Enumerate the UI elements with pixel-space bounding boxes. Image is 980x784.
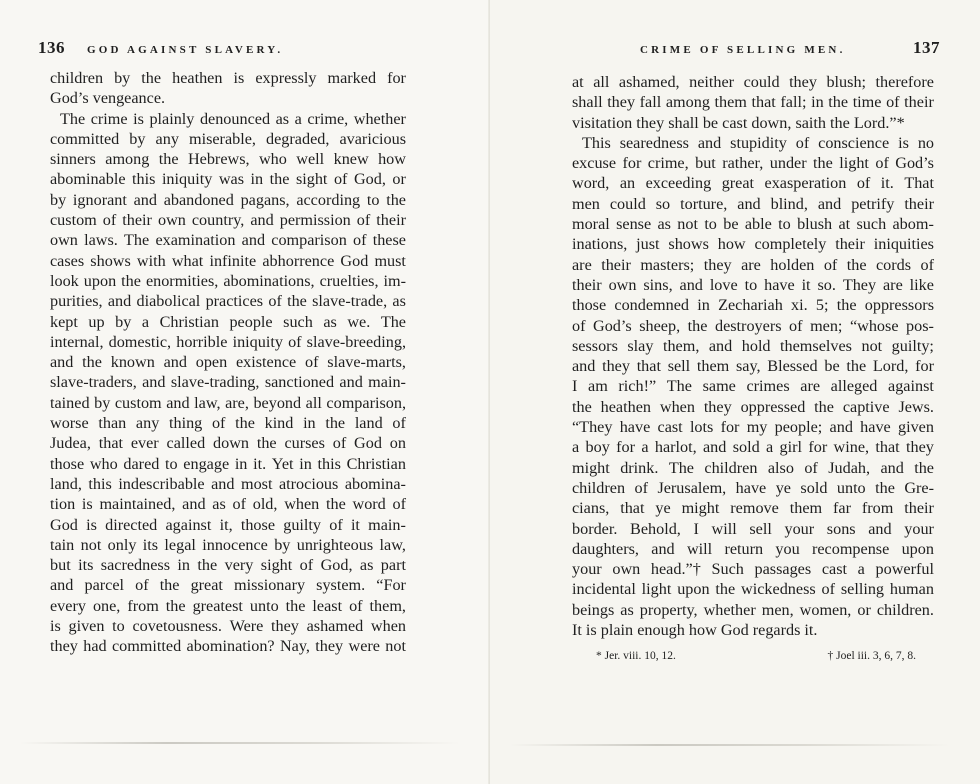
text-line: Judea, that ever called down the curses of God on (50, 434, 406, 453)
text-line: kept up by a Christian people such as we. The (50, 312, 406, 331)
text-line: own laws. The examination and comparison of these (50, 231, 406, 250)
left-running-head (38, 38, 458, 62)
text-line: border. Behold, I will sell your sons and your (572, 519, 934, 538)
text-line: tion is maintained, and as of old, when the word of (50, 495, 406, 514)
text-line: moral sense as not to be able to blush at such abom- (572, 215, 934, 234)
right-page (490, 0, 980, 784)
right-body-text (572, 72, 934, 640)
text-line: by ignorant and abandoned pagans, according to the (50, 190, 406, 209)
text-line: but its sacredness in the very sight of God, as part (50, 556, 406, 575)
text-line: abominable this iniquity was in the sight of God, or (50, 170, 406, 189)
text-line: custom of their own country, and permission of their (50, 211, 406, 230)
left-page-number: 136 (38, 38, 65, 57)
text-line: every one, from the greatest unto the least of them, (50, 596, 406, 615)
text-line: beings as property, whether men, women, or children. (572, 600, 934, 619)
text-line: shall they fall among them that fall; in the time of their (572, 93, 934, 112)
text-line: internal, domestic, horrible iniquity of slave-breeding, (50, 332, 406, 351)
scan-smudge (20, 742, 460, 744)
text-line: children by the heathen is expressly marked for (50, 69, 406, 87)
text-line: cians, that ye might remove them far from their (572, 499, 934, 518)
text-line: tain not only its legal innocence by unrighteous law, (50, 535, 406, 554)
text-line: The crime is plainly denounced as a crime, whether (60, 109, 406, 128)
text-line: tained by custom and law, are, beyond all comparison, (50, 393, 406, 412)
text-line: visitation they shall be cast down, saith the Lord.”* (572, 113, 905, 132)
text-line: land, this indescribable and most atrocious abomina- (50, 474, 406, 493)
right-page-number: 137 (913, 38, 940, 57)
text-line: look upon the enormities, abominations, cruelties, im- (50, 271, 406, 290)
text-line: excuse for crime, but rather, under the light of God’s (572, 154, 934, 173)
scan-smudge (510, 744, 950, 746)
text-line: sessors slay them, and hold themselves not guilty; (572, 336, 934, 355)
right-running-head (640, 38, 940, 62)
left-body-text (50, 68, 406, 657)
text-line: they had committed abomination? Nay, they were not (50, 637, 406, 656)
text-line: cases shows with what infinite abhorrence God must (50, 251, 406, 270)
text-line: those condemned in Zechariah xi. 5; the oppressors (572, 296, 934, 315)
text-line: word, an exceeding great exasperation of it. That (572, 174, 934, 193)
left-running-title: GOD AGAINST SLAVERY. (87, 44, 284, 56)
text-line: at all ashamed, neither could they blush; therefore (572, 73, 934, 91)
text-line: sinners among the Hebrews, who well knew how (50, 150, 406, 169)
text-line: and parcel of the great missionary system. “For (50, 576, 406, 595)
text-line: might drink. The children also of Judah, and the (572, 458, 934, 477)
text-line: and the known and open existence of slave-marts, (50, 353, 406, 372)
text-line: inations, just shows how completely their iniquities (572, 235, 934, 254)
text-line: their own sins, and love to have it so. They are like (572, 275, 934, 294)
text-line: God is directed against it, those guilty of it main- (50, 515, 406, 534)
text-line: committed by any miserable, degraded, avaricious (50, 129, 406, 148)
text-line: purities, and diabolical practices of the slave-trade, as (50, 292, 406, 311)
text-line: children of Jerusalem, have ye sold unto the Gre- (572, 478, 934, 497)
text-line: I am rich!” The same crimes are alleged against (572, 377, 934, 396)
text-line: This searedness and stupidity of conscience is no (582, 133, 934, 152)
text-line: is given to covetousness. Were they ashamed when (50, 617, 406, 636)
footnote-joel: † Joel iii. 3, 6, 7, 8. (827, 650, 916, 662)
text-line: men could so torture, and blind, and petrify their (572, 194, 934, 213)
text-line: of God’s sheep, the destroyers of men; “whose pos- (572, 316, 934, 335)
text-line: the heathen when they oppressed the captive Jews. (572, 397, 934, 416)
text-line: It is plain enough how God regards it. (572, 621, 818, 640)
text-line: incidental light upon the wickedness of selling human (572, 580, 934, 599)
footnote-jeremiah: * Jer. viii. 10, 12. (596, 650, 676, 662)
right-running-title: CRIME OF SELLING MEN. (640, 44, 846, 56)
text-line: a boy for a harlot, and sold a girl for wine, that they (572, 438, 934, 457)
text-line: worse than any thing of the kind in the land of (50, 414, 406, 433)
text-line: “They have cast lots for my people; and have given (572, 418, 934, 437)
text-line: those who dared to engage in it. Yet in this Christian (50, 454, 406, 473)
text-line: daughters, and will return you recompense upon (572, 539, 934, 558)
text-line: God’s vengeance. (50, 89, 166, 108)
text-line: your own head.”† Such passages cast a powerful (572, 560, 934, 579)
text-line: and they that sell them say, Blessed be the Lord, for (572, 357, 934, 376)
text-line: are their masters; they are holden of the cords of (572, 255, 934, 274)
footnotes (596, 650, 916, 662)
text-line: slave-traders, and slave-trading, sanctioned and main- (50, 373, 406, 392)
